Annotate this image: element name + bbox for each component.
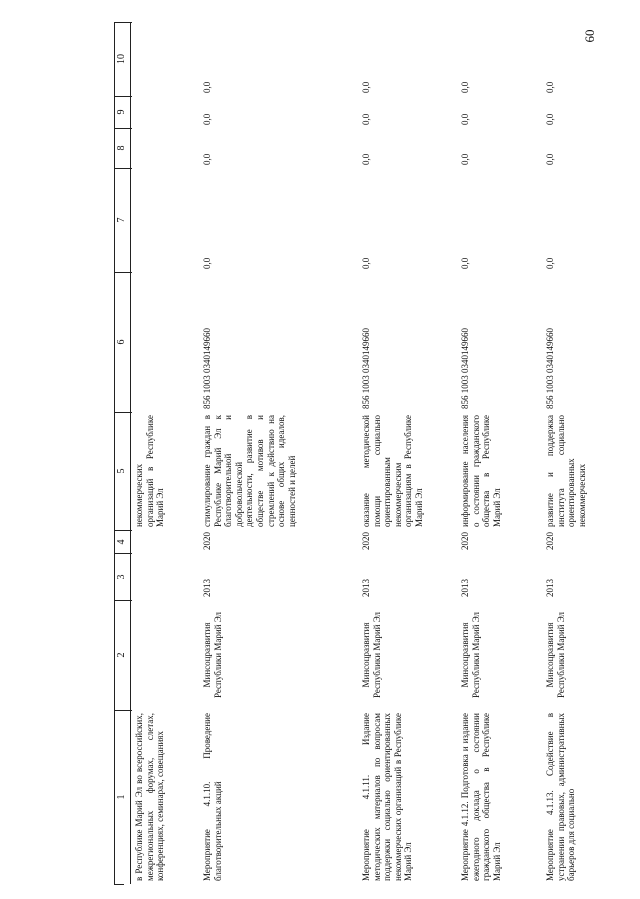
cell-r2-c3: 2013 <box>361 579 371 597</box>
cell-r3-c8: 0,0 <box>460 153 470 165</box>
cell-r4-c7: 0,0 <box>545 257 555 269</box>
cell-r1-c4: 2020 <box>202 532 212 550</box>
cell-r2-c10: 0,0 <box>361 81 371 93</box>
cell-r3-c3: 2013 <box>460 579 470 597</box>
column-header-1: 1 <box>116 794 127 800</box>
header-border <box>130 22 131 884</box>
column-separator <box>114 272 132 273</box>
column-header-4: 4 <box>116 539 127 544</box>
table-border-left <box>114 22 115 884</box>
cell-r1-c10: 0,0 <box>202 81 212 93</box>
cell-r1-c5: стимулирование граждан в Республике Марий Эл к благотворительной и добровольческой деятельности, развитие в обществе мотивов и стремлений к действию на основе общих идеалов, ценностей и целей <box>202 415 297 527</box>
cell-r0-c1: в Республике Марий Эл во всероссийских, межрегиональных форумах, слетах, конференциях, семинарах, совещаниях <box>134 713 166 881</box>
table-border-bottom-tick <box>114 884 124 885</box>
cell-r3-c1: Мероприятие 4.1.12. Подготовка и издание ежегодного доклада о состоянии гражданского общества в Республике Марий Эл <box>460 713 502 881</box>
cell-r4-c1: Мероприятие 4.1.13. Содействие в устранении правовых, административных барьеров для социально <box>545 713 577 881</box>
cell-r1-c1: Мероприятие 4.1.10. Проведение благотворительных акций <box>202 713 223 881</box>
cell-r2-c9: 0,0 <box>361 113 371 125</box>
cell-r4-c4: 2020 <box>545 532 555 550</box>
cell-r2-c5: оказание методической помощи социально ориентированным некоммерческим организациям в Республике Марий Эл <box>361 415 424 527</box>
column-separator <box>114 412 132 413</box>
cell-r4-c9: 0,0 <box>545 113 555 125</box>
cell-r1-c9: 0,0 <box>202 113 212 125</box>
cell-r3-c7: 0,0 <box>460 257 470 269</box>
cell-r1-c3: 2013 <box>202 579 212 597</box>
cell-r2-c8: 0,0 <box>361 153 371 165</box>
column-separator <box>114 128 132 129</box>
cell-r3-c5: информирование населения о состоянии гражданского общества в Республике Марий Эл <box>460 415 502 527</box>
column-separator <box>114 96 132 97</box>
cell-r1-c7: 0,0 <box>202 257 212 269</box>
cell-r0-c5: некоммерческих организаций в Республике Марий Эл <box>134 415 166 527</box>
cell-r1-c2: Минсоцразвития Республики Марий Эл <box>202 611 223 699</box>
cell-r2-c2: Минсоцразвития Республики Марий Эл <box>361 611 382 699</box>
cell-r4-c5: развитие и поддержка института социально ориентированных некоммерческих <box>545 415 587 527</box>
column-header-9: 9 <box>116 109 127 115</box>
cell-r2-c7: 0,0 <box>361 257 371 269</box>
cell-r4-c10: 0,0 <box>545 81 555 93</box>
cell-r3-c6: 856 1003 0340149660 <box>460 328 470 409</box>
column-separator <box>114 530 132 531</box>
column-header-10: 10 <box>116 54 127 64</box>
cell-r4-c8: 0,0 <box>545 153 555 165</box>
column-separator <box>114 553 132 554</box>
cell-r2-c1: Мероприятие 4.1.11. Издание методических материалов по вопросам поддержки социально ориентированных некоммерческих организаций в Республике Марий Эл <box>361 713 414 881</box>
cell-r2-c6: 856 1003 0340149660 <box>361 328 371 409</box>
column-header-8: 8 <box>116 145 127 151</box>
cell-r4-c2: Минсоцразвития Республики Марий Эл <box>545 611 566 699</box>
column-header-7: 7 <box>116 217 127 223</box>
column-header-5: 5 <box>116 468 127 474</box>
table-border-top <box>114 22 132 23</box>
cell-r1-c6: 856 1003 0340149660 <box>202 328 212 409</box>
cell-r1-c8: 0,0 <box>202 153 212 165</box>
cell-r3-c4: 2020 <box>460 532 470 550</box>
cell-r3-c2: Минсоцразвития Республики Марий Эл <box>460 611 481 699</box>
cell-r4-c6: 856 1003 0340149660 <box>545 328 555 409</box>
cell-r3-c9: 0,0 <box>460 113 470 125</box>
column-separator <box>114 600 132 601</box>
cell-r4-c3: 2013 <box>545 579 555 597</box>
column-separator <box>114 710 132 711</box>
page-number: 60 <box>582 29 597 43</box>
column-header-2: 2 <box>116 652 127 658</box>
column-header-3: 3 <box>116 574 127 579</box>
column-header-6: 6 <box>116 339 127 345</box>
cell-r3-c10: 0,0 <box>460 81 470 93</box>
column-separator <box>114 168 132 169</box>
cell-r2-c4: 2020 <box>361 532 371 550</box>
